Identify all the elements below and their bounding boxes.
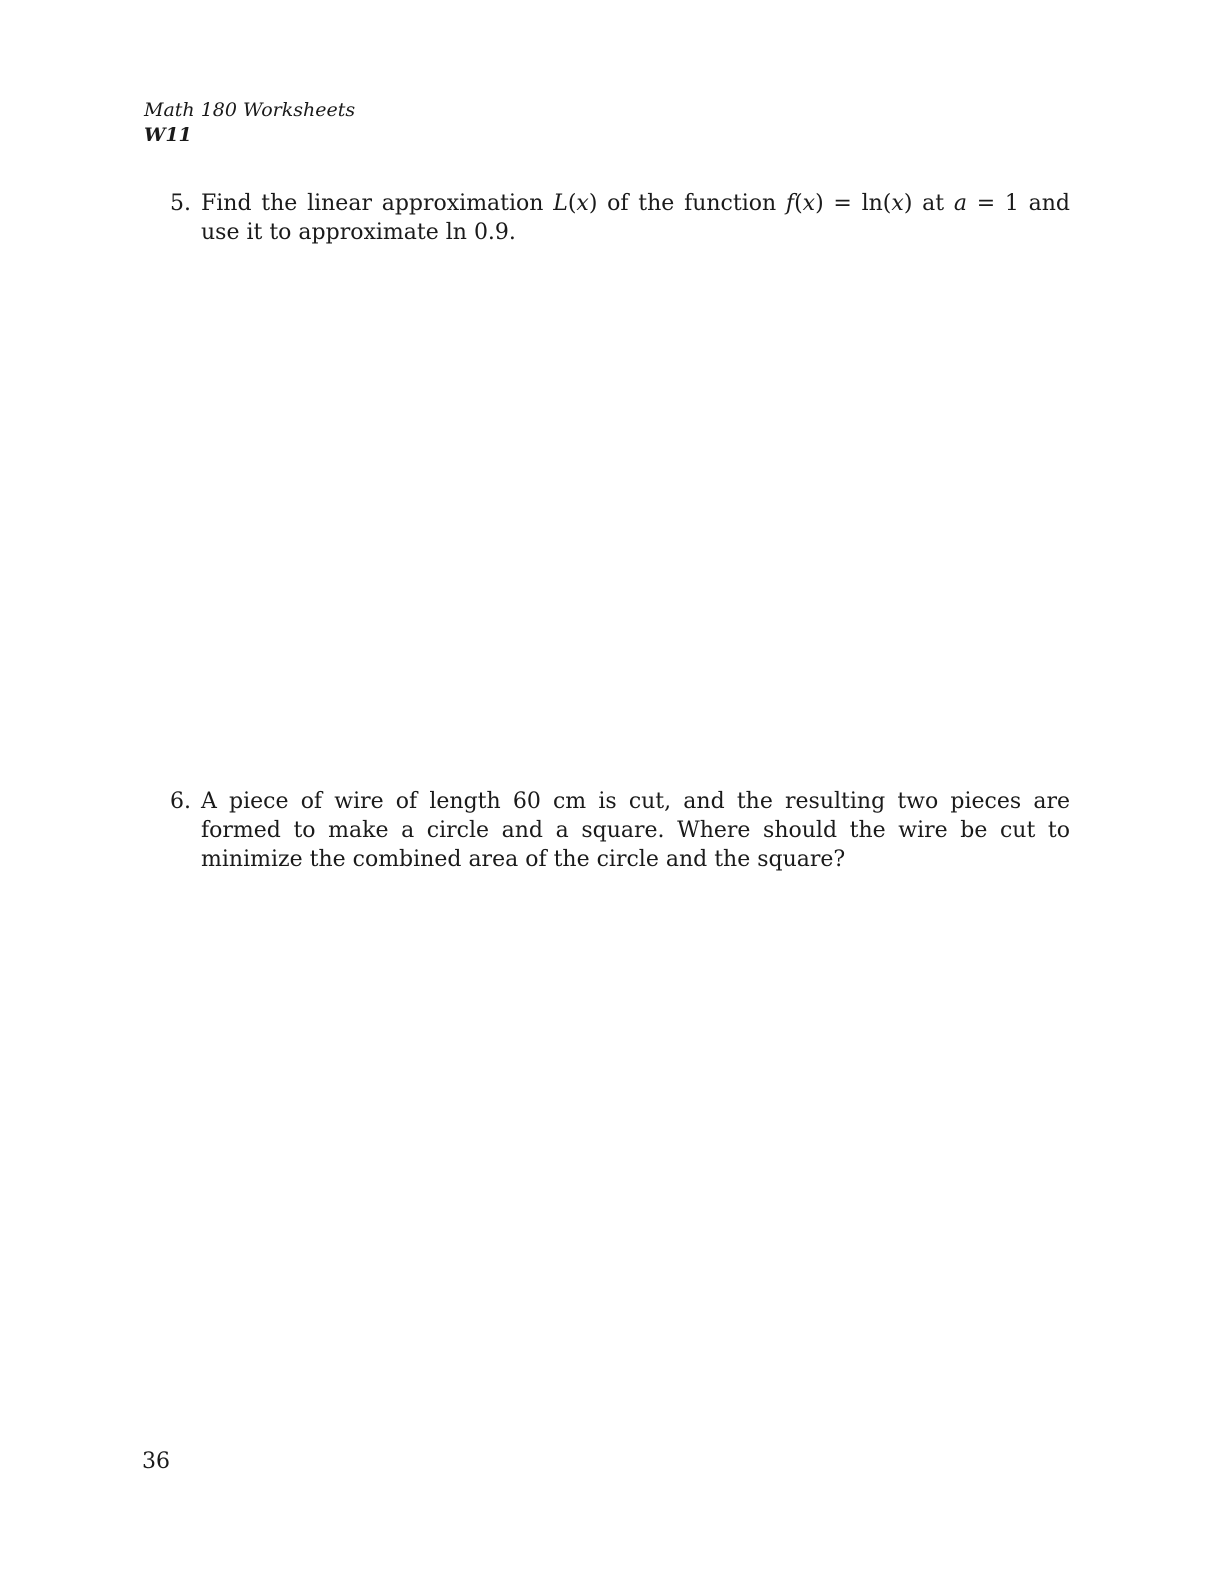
math-variable: x <box>802 191 816 216</box>
problem-number: 5. <box>170 191 191 216</box>
text-segment: ( <box>794 191 803 216</box>
worksheet-id: W11 <box>144 124 192 146</box>
text-segment: ) = ln( <box>815 191 892 216</box>
page-number: 36 <box>142 1449 170 1474</box>
text-segment: ) at <box>903 191 954 216</box>
problem-5 <box>170 189 1070 247</box>
text-segment: ) of the function <box>588 191 786 216</box>
problem-text <box>201 787 1070 874</box>
text-segment: A piece of wire of length 60 cm is cut, and the resulting two pieces are formed to make a circle and a square. Where should the wire be cut to minimize the combined area of the circle and the square? <box>201 789 1070 872</box>
text-segment: ( <box>567 191 577 216</box>
math-variable: L <box>553 191 568 216</box>
text-segment: Find the linear approximation <box>201 191 554 216</box>
course-title: Math 180 Worksheets <box>144 99 356 121</box>
problem-6 <box>170 787 1070 874</box>
text-segment: = 1 and use it to approximate ln 0.9. <box>201 191 1070 245</box>
math-variable: x <box>891 191 904 216</box>
page-header <box>144 98 355 148</box>
math-variable: x <box>576 191 589 216</box>
math-variable: f <box>785 191 795 216</box>
problem-text <box>201 189 1070 247</box>
problem-number: 6. <box>170 789 191 814</box>
math-variable: a <box>953 191 967 216</box>
